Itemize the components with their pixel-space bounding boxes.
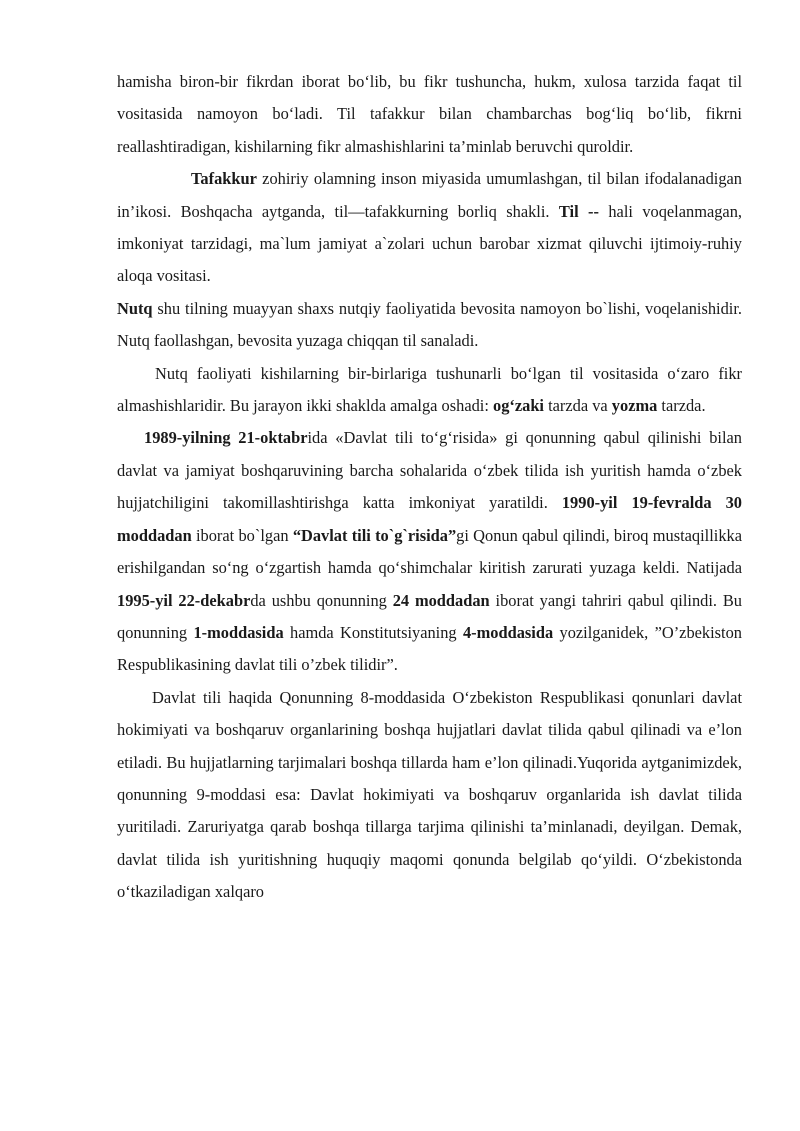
bold-term: 24 moddadan — [392, 590, 490, 610]
text-run: tarzda. — [657, 396, 706, 416]
text-run: hamisha biron-bir fikrdan iborat bo‘lib, bu fikr tushuncha, hukm, xulosa tarzida faqat til vositasida namoyon bo‘ladi. Til tafakkur bilan chambarchas bog‘liq bo‘lib, fikrni reallashtiradigan, kishilarning fikr almashishlarini ta’minlab beruvchi quroldir. — [117, 72, 742, 156]
bold-term: Nutq — [117, 298, 153, 318]
text-run: yozilganidek, ”O’zbekiston Respublikasining davlat tili o’zbek tilidir”. — [117, 622, 743, 675]
text-run: Davlat tili haqida Qonunning 8-moddasida O‘zbekiston Respublikasi qonunlari davlat hokimiyati va boshqaruv organlarining boshqa hujjatlari davlat tilida qabul qilinadi va e’lon etiladi. Bu hujjatlarning tarjimalari boshqa tillarda ham e’lon qilinadi.Yuqorida aytganimizdek, qonunning 9-moddasi esa: Davlat hokimiyati va boshqaruv organlarida ish davlat tilida yuritiladi. Zaruriyatga qarab boshqa tillarga tarjima qilinishi ta’minlanadi, deyilgan. Demak, davlat tilida ish yuritishning huquqiy maqomi qonunda belgilab qo‘yildi. O‘zbekistonda o‘tkaziladigan xalqaro — [117, 687, 742, 902]
bold-term: 4-moddasida — [462, 622, 554, 642]
text-run: hali voqelanmagan, imkoniyat tarzidagi, ma`lum jamiyat a`zolari uchun barobar xizmat qiluvchi ijtimoiy-ruhiy aloqa vositasi. — [117, 201, 742, 286]
paragraph-nutq-definition — [117, 293, 742, 358]
paragraph-language-and-thought — [117, 66, 742, 163]
text-run: gi Qonun qabul qilindi, biroq mustaqillikka erishilgandan so‘ng o‘zgartish hamda qo‘shimchalar kiritish zarurati yuzaga keldi. Natijada — [117, 525, 742, 578]
bold-term: 1995-yil 22-dekabr — [117, 590, 251, 610]
bold-term: 1989-yilning 21-oktabr — [144, 428, 308, 448]
text-run: da ushbu qonunning — [250, 590, 393, 610]
document-page — [117, 66, 742, 909]
bold-term: Til -- — [558, 201, 599, 221]
text-run: Nutq faoliyati kishilarning bir-birlariga tushunarli bo‘lgan til vositasida o‘zaro fikr almashishlaridir. Bu jarayon ikki shaklda amalga oshadi: — [117, 363, 742, 416]
text-run: hamda Konstitutsiyaning — [283, 622, 463, 642]
paragraph-state-language-law-history — [117, 422, 742, 681]
bold-term: Tafakkur — [191, 169, 257, 189]
text-run: ida «Davlat tili to‘g‘risida» gi qonunning qabul qilinishi bilan davlat va jamiyat boshqaruvining barcha sohalarida o‘zbek tilida ish yuritish hamda o‘zbek hujjatchiligini takomillashtirishga katta imkoniyat yaratildi. — [117, 428, 742, 513]
text-run: iborat yangi tahriri qabul qilindi. Bu qonunning — [117, 590, 742, 642]
bold-term: “Davlat tili to`g`risida” — [292, 525, 457, 545]
text-run: zohiriy olamning inson miyasida umumlashgan, til bilan ifodalanadigan in’ikosi. Boshqacha aytganda, til—tafakkurning borliq shakli. — [117, 169, 742, 221]
paragraph-tafakkur-definition — [117, 163, 742, 293]
bold-term: 1-moddasida — [193, 622, 284, 642]
text-run: shu tilning muayyan shaxs nutqiy faoliyatida bevosita namoyon bo`lishi, voqelanishidir. Nutq faollashgan, bevosita yuzaga chiqqan til sanaladi. — [117, 298, 742, 351]
paragraph-law-article-8-9 — [117, 682, 742, 909]
paragraph-speech-activity — [117, 358, 742, 423]
bold-term: 1990-yil 19-fevralda 30 moddadan — [117, 493, 742, 545]
text-run: iborat bo`lgan — [191, 525, 293, 545]
text-run: tarzda va — [544, 396, 612, 416]
bold-term: yozma — [611, 396, 658, 416]
bold-term: og‘zaki — [493, 396, 544, 416]
